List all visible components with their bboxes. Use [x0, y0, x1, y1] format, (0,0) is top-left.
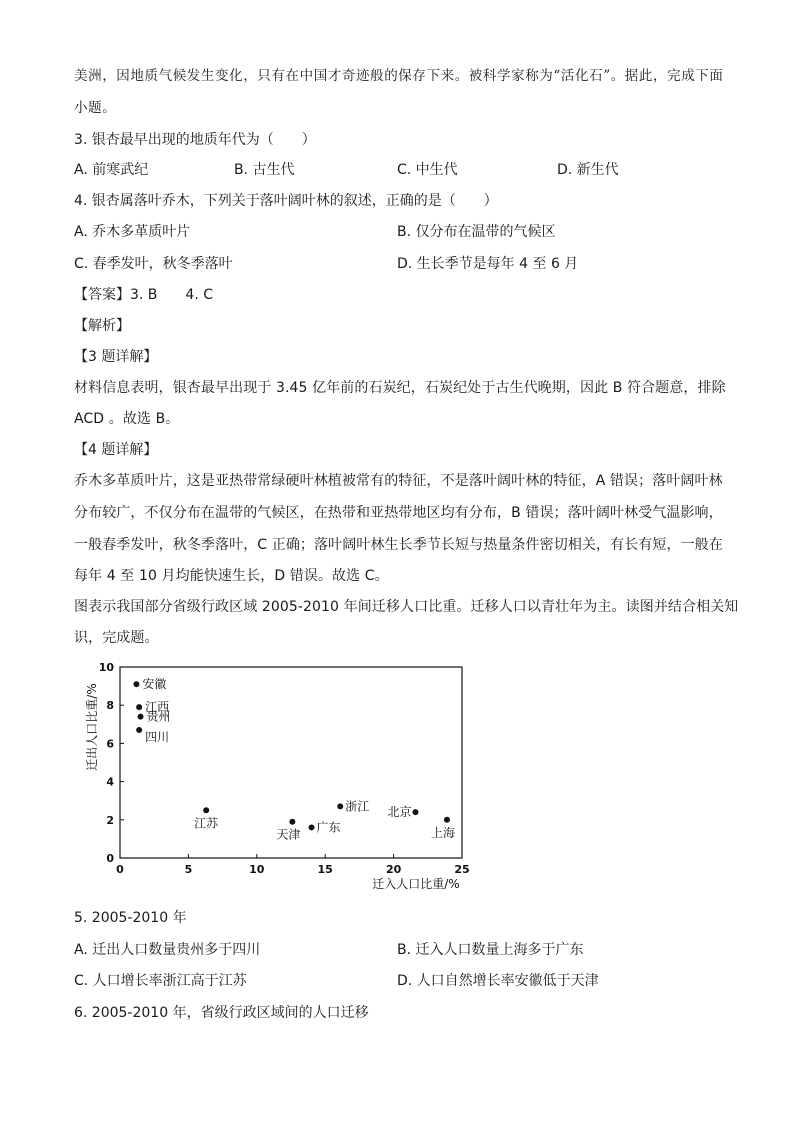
point-label: 浙江: [345, 799, 370, 814]
data-point: [337, 803, 343, 809]
point-label: 四川: [145, 730, 170, 745]
data-point: [133, 681, 139, 687]
point-label: 贵州: [146, 709, 171, 724]
q3-option-c: C. 中生代: [397, 162, 458, 178]
question-3-stem: 3. 银杏最早出现的地质年代为（ ）: [74, 132, 316, 148]
q3-option-b: B. 古生代: [234, 162, 295, 178]
data-point: [136, 704, 142, 710]
intro-line-2: 小题。: [74, 100, 117, 116]
q4-detail-line-2: 分布较广，不仅分布在温带的气候区，在热带和亚热带地区均有分布，B 错误；落叶阔叶林受气温影响，: [74, 505, 723, 521]
question-5-stem: 5. 2005-2010 年: [74, 910, 187, 926]
data-point: [289, 819, 295, 825]
question-6-stem: 6. 2005-2010 年，省级行政区域间的人口迁移: [74, 1005, 369, 1021]
y-tick-label: 8: [106, 699, 114, 713]
figure-intro-line-1: 图表示我国部分省级行政区域 2005-2010 年间迁移人口比重。迁移人口以青壮年为主。读图并结合相关知: [74, 599, 739, 615]
q4-detail-label: 【4 题详解】: [74, 442, 158, 458]
q5-option-d: D. 人口自然增长率安徽低于天津: [397, 973, 599, 989]
point-label: 安徽: [142, 677, 167, 692]
x-tick-label: 15: [317, 863, 333, 876]
answer-text: 3. B 4. C: [130, 287, 213, 303]
y-tick-label: 6: [106, 737, 114, 751]
data-point: [412, 809, 418, 815]
q3-detail-label: 【3 题详解】: [74, 349, 158, 365]
q5-option-a: A. 迁出人口数量贵州多于四川: [74, 942, 261, 958]
y-tick-label: 4: [106, 775, 114, 789]
q3-option-a: A. 前寒武纪: [74, 162, 149, 178]
x-tick-label: 25: [454, 863, 470, 876]
q3-detail-line-2: ACD 。故选 B。: [74, 411, 180, 427]
question-4-stem: 4. 银杏属落叶乔木，下列关于落叶阔叶林的叙述，正确的是（ ）: [74, 193, 498, 209]
q5-option-c: C. 人口增长率浙江高于江苏: [74, 973, 247, 989]
data-point: [203, 807, 209, 813]
figure-intro-line-2: 识，完成题。: [74, 630, 159, 646]
q4-detail-line-4: 每年 4 至 10 月均能快速生长，D 错误。故选 C。: [74, 568, 389, 584]
y-tick-label: 2: [106, 813, 114, 827]
x-axis-label: 迁入人口比重/%: [372, 877, 460, 891]
y-axis-label: 迁出人口比重/%: [85, 683, 99, 771]
migration-scatter-chart: [74, 655, 474, 895]
point-label: 天津: [276, 827, 301, 842]
answer-label: 【答案】: [74, 287, 130, 303]
q4-detail-line-1: 乔木多革质叶片，这是亚热带常绿硬叶林植被常有的特征，不是落叶阔叶林的特征，A 错误；落叶阔叶林: [74, 473, 723, 489]
answer-line: [74, 285, 213, 305]
point-label: 北京: [387, 805, 412, 820]
point-label: 江苏: [194, 816, 219, 831]
data-point: [444, 817, 450, 823]
data-point: [138, 714, 144, 720]
point-label: 江西: [145, 700, 170, 715]
q5-option-b: B. 迁入人口数量上海多于广东: [397, 942, 584, 958]
x-tick-label: 0: [116, 863, 124, 876]
x-tick-label: 5: [184, 863, 193, 876]
q4-option-b: B. 仅分布在温带的气候区: [397, 224, 556, 240]
q3-option-d: D. 新生代: [557, 162, 619, 178]
q4-option-d: D. 生长季节是每年 4 至 6 月: [397, 256, 579, 272]
point-label: 上海: [430, 825, 455, 840]
q4-option-a: A. 乔木多革质叶片: [74, 224, 191, 240]
point-label: 广东: [316, 820, 341, 835]
x-tick-label: 20: [385, 863, 402, 876]
y-tick-label: 10: [98, 661, 114, 674]
data-point: [309, 824, 315, 830]
data-point: [136, 727, 142, 733]
q4-option-c: C. 春季发叶，秋冬季落叶: [74, 256, 233, 272]
q4-detail-line-3: 一般春季发叶，秋冬季落叶，C 正确；落叶阔叶林生长季节长短与热量条件密切相关，有长有短，一般在: [74, 537, 723, 553]
q3-detail-line-1: 材料信息表明，银杏最早出现于 3.45 亿年前的石炭纪，石炭纪处于古生代晚期，因此 B 符合题意，排除: [74, 380, 726, 396]
y-tick-label: 0: [106, 852, 114, 865]
analysis-label: 【解析】: [74, 318, 130, 334]
intro-line-1: 美洲，因地质气候发生变化，只有在中国才奇迹般的保存下来。被科学家称为“活化石”。据此，完成下面: [74, 68, 724, 84]
x-tick-label: 10: [249, 863, 265, 876]
